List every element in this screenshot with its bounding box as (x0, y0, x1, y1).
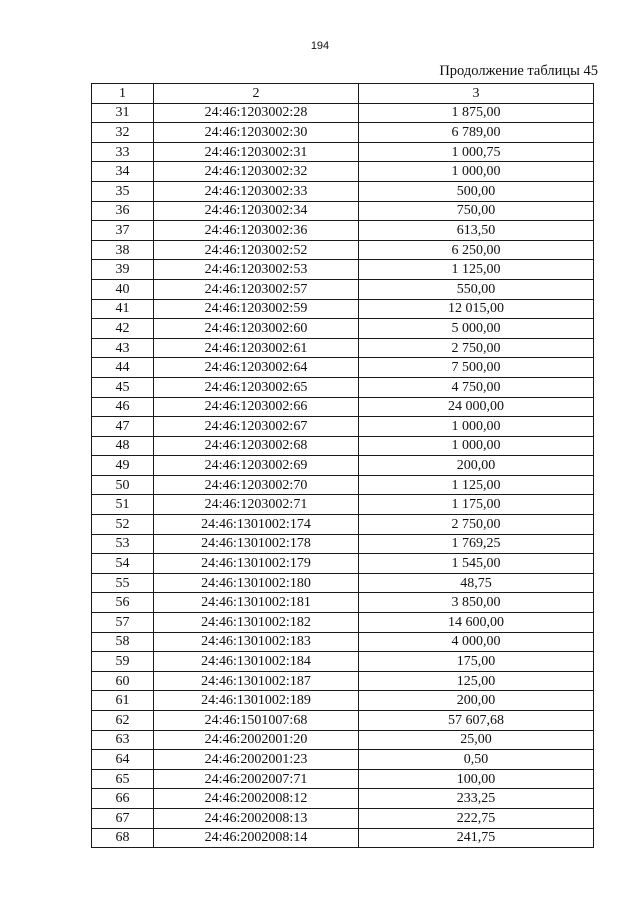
row-number-cell: 38 (92, 240, 154, 260)
table-row (92, 730, 594, 750)
row-number-cell: 32 (92, 123, 154, 143)
column-header-2: 2 (154, 84, 359, 104)
row-number-cell: 34 (92, 162, 154, 182)
value-cell: 12 015,00 (359, 299, 594, 319)
table-row (92, 358, 594, 378)
table-row (92, 613, 594, 633)
value-cell: 57 607,68 (359, 711, 594, 731)
cadastral-number-cell: 24:46:1203002:66 (154, 397, 359, 417)
table-row (92, 808, 594, 828)
value-cell: 1 769,25 (359, 534, 594, 554)
row-number-cell: 54 (92, 554, 154, 574)
value-cell: 4 000,00 (359, 632, 594, 652)
row-number-cell: 64 (92, 750, 154, 770)
cadastral-number-cell: 24:46:2002008:12 (154, 789, 359, 809)
cadastral-number-cell: 24:46:1203002:57 (154, 279, 359, 299)
page-number: 194 (310, 40, 330, 52)
cadastral-number-cell: 24:46:1301002:179 (154, 554, 359, 574)
cadastral-number-cell: 24:46:1203002:31 (154, 142, 359, 162)
row-number-cell: 55 (92, 573, 154, 593)
table-row (92, 671, 594, 691)
cadastral-number-cell: 24:46:1203002:70 (154, 475, 359, 495)
row-number-cell: 57 (92, 613, 154, 633)
row-number-cell: 58 (92, 632, 154, 652)
cadastral-number-cell: 24:46:2002001:23 (154, 750, 359, 770)
table-row (92, 436, 594, 456)
table-row (92, 652, 594, 672)
cadastral-number-cell: 24:46:1203002:60 (154, 319, 359, 339)
cadastral-number-cell: 24:46:1501007:68 (154, 711, 359, 731)
cadastral-number-cell: 24:46:1203002:67 (154, 417, 359, 437)
cadastral-number-cell: 24:46:1301002:182 (154, 613, 359, 633)
cadastral-number-cell: 24:46:1301002:181 (154, 593, 359, 613)
cadastral-number-cell: 24:46:2002008:13 (154, 808, 359, 828)
table-row (92, 181, 594, 201)
cadastral-number-cell: 24:46:1301002:183 (154, 632, 359, 652)
value-cell: 6 250,00 (359, 240, 594, 260)
table-row (92, 534, 594, 554)
row-number-cell: 42 (92, 319, 154, 339)
row-number-cell: 44 (92, 358, 154, 378)
table-row (92, 260, 594, 280)
row-number-cell: 31 (92, 103, 154, 123)
value-cell: 1 125,00 (359, 475, 594, 495)
row-number-cell: 49 (92, 456, 154, 476)
table-row (92, 142, 594, 162)
row-number-cell: 36 (92, 201, 154, 221)
row-number-cell: 62 (92, 711, 154, 731)
value-cell: 1 875,00 (359, 103, 594, 123)
table-row (92, 828, 594, 848)
row-number-cell: 53 (92, 534, 154, 554)
cadastral-number-cell: 24:46:1301002:187 (154, 671, 359, 691)
row-number-cell: 48 (92, 436, 154, 456)
value-cell: 100,00 (359, 769, 594, 789)
cadastral-number-cell: 24:46:1203002:68 (154, 436, 359, 456)
cadastral-number-cell: 24:46:1301002:178 (154, 534, 359, 554)
cadastral-number-cell: 24:46:2002007:71 (154, 769, 359, 789)
cadastral-number-cell: 24:46:1203002:69 (154, 456, 359, 476)
cadastral-number-cell: 24:46:1301002:184 (154, 652, 359, 672)
row-number-cell: 40 (92, 279, 154, 299)
table-row (92, 123, 594, 143)
value-cell: 1 125,00 (359, 260, 594, 280)
row-number-cell: 68 (92, 828, 154, 848)
row-number-cell: 37 (92, 221, 154, 241)
table-row (92, 397, 594, 417)
cadastral-number-cell: 24:46:1203002:34 (154, 201, 359, 221)
cadastral-number-cell: 24:46:2002001:20 (154, 730, 359, 750)
table-row (92, 162, 594, 182)
cadastral-number-cell: 24:46:1203002:59 (154, 299, 359, 319)
table-header-row (92, 84, 594, 104)
table-body (92, 103, 594, 848)
value-cell: 1 000,00 (359, 436, 594, 456)
table-row (92, 279, 594, 299)
value-cell: 48,75 (359, 573, 594, 593)
row-number-cell: 65 (92, 769, 154, 789)
value-cell: 1 000,00 (359, 417, 594, 437)
table-row (92, 377, 594, 397)
row-number-cell: 46 (92, 397, 154, 417)
value-cell: 1 545,00 (359, 554, 594, 574)
value-cell: 500,00 (359, 181, 594, 201)
value-cell: 2 750,00 (359, 338, 594, 358)
table-row (92, 103, 594, 123)
table-row (92, 319, 594, 339)
cadastral-number-cell: 24:46:1203002:32 (154, 162, 359, 182)
value-cell: 0,50 (359, 750, 594, 770)
row-number-cell: 63 (92, 730, 154, 750)
value-cell: 1 000,75 (359, 142, 594, 162)
cadastral-number-cell: 24:46:1203002:52 (154, 240, 359, 260)
row-number-cell: 50 (92, 475, 154, 495)
value-cell: 1 175,00 (359, 495, 594, 515)
table-row (92, 495, 594, 515)
data-table (91, 83, 594, 848)
row-number-cell: 33 (92, 142, 154, 162)
table-row (92, 299, 594, 319)
row-number-cell: 59 (92, 652, 154, 672)
cadastral-number-cell: 24:46:1301002:180 (154, 573, 359, 593)
value-cell: 241,75 (359, 828, 594, 848)
value-cell: 613,50 (359, 221, 594, 241)
value-cell: 200,00 (359, 456, 594, 476)
table-row (92, 338, 594, 358)
table-continuation-caption: Продолжение таблицы 45 (439, 63, 598, 79)
row-number-cell: 35 (92, 181, 154, 201)
value-cell: 750,00 (359, 201, 594, 221)
row-number-cell: 60 (92, 671, 154, 691)
value-cell: 5 000,00 (359, 319, 594, 339)
cadastral-number-cell: 24:46:1203002:33 (154, 181, 359, 201)
table-row (92, 750, 594, 770)
row-number-cell: 52 (92, 515, 154, 535)
row-number-cell: 67 (92, 808, 154, 828)
column-header-1: 1 (92, 84, 154, 104)
row-number-cell: 47 (92, 417, 154, 437)
cadastral-number-cell: 24:46:1203002:36 (154, 221, 359, 241)
value-cell: 14 600,00 (359, 613, 594, 633)
value-cell: 4 750,00 (359, 377, 594, 397)
table-row (92, 769, 594, 789)
row-number-cell: 66 (92, 789, 154, 809)
row-number-cell: 39 (92, 260, 154, 280)
value-cell: 233,25 (359, 789, 594, 809)
column-header-3: 3 (359, 84, 594, 104)
cadastral-number-cell: 24:46:1203002:61 (154, 338, 359, 358)
cadastral-number-cell: 24:46:1203002:28 (154, 103, 359, 123)
table-row (92, 691, 594, 711)
table-row (92, 573, 594, 593)
value-cell: 125,00 (359, 671, 594, 691)
row-number-cell: 61 (92, 691, 154, 711)
row-number-cell: 51 (92, 495, 154, 515)
table-row (92, 417, 594, 437)
value-cell: 222,75 (359, 808, 594, 828)
value-cell: 3 850,00 (359, 593, 594, 613)
cadastral-number-cell: 24:46:1203002:30 (154, 123, 359, 143)
table-row (92, 456, 594, 476)
value-cell: 1 000,00 (359, 162, 594, 182)
value-cell: 25,00 (359, 730, 594, 750)
value-cell: 7 500,00 (359, 358, 594, 378)
table-row (92, 711, 594, 731)
table-row (92, 632, 594, 652)
value-cell: 200,00 (359, 691, 594, 711)
cadastral-number-cell: 24:46:1203002:53 (154, 260, 359, 280)
table-row (92, 593, 594, 613)
row-number-cell: 45 (92, 377, 154, 397)
row-number-cell: 41 (92, 299, 154, 319)
table-row (92, 475, 594, 495)
value-cell: 175,00 (359, 652, 594, 672)
value-cell: 6 789,00 (359, 123, 594, 143)
value-cell: 550,00 (359, 279, 594, 299)
cadastral-number-cell: 24:46:2002008:14 (154, 828, 359, 848)
table-row (92, 515, 594, 535)
row-number-cell: 56 (92, 593, 154, 613)
row-number-cell: 43 (92, 338, 154, 358)
cadastral-number-cell: 24:46:1301002:189 (154, 691, 359, 711)
cadastral-number-cell: 24:46:1203002:65 (154, 377, 359, 397)
cadastral-number-cell: 24:46:1203002:71 (154, 495, 359, 515)
value-cell: 24 000,00 (359, 397, 594, 417)
table-row (92, 201, 594, 221)
table-row (92, 789, 594, 809)
value-cell: 2 750,00 (359, 515, 594, 535)
table-row (92, 221, 594, 241)
cadastral-number-cell: 24:46:1203002:64 (154, 358, 359, 378)
table-row (92, 554, 594, 574)
cadastral-number-cell: 24:46:1301002:174 (154, 515, 359, 535)
table-row (92, 240, 594, 260)
